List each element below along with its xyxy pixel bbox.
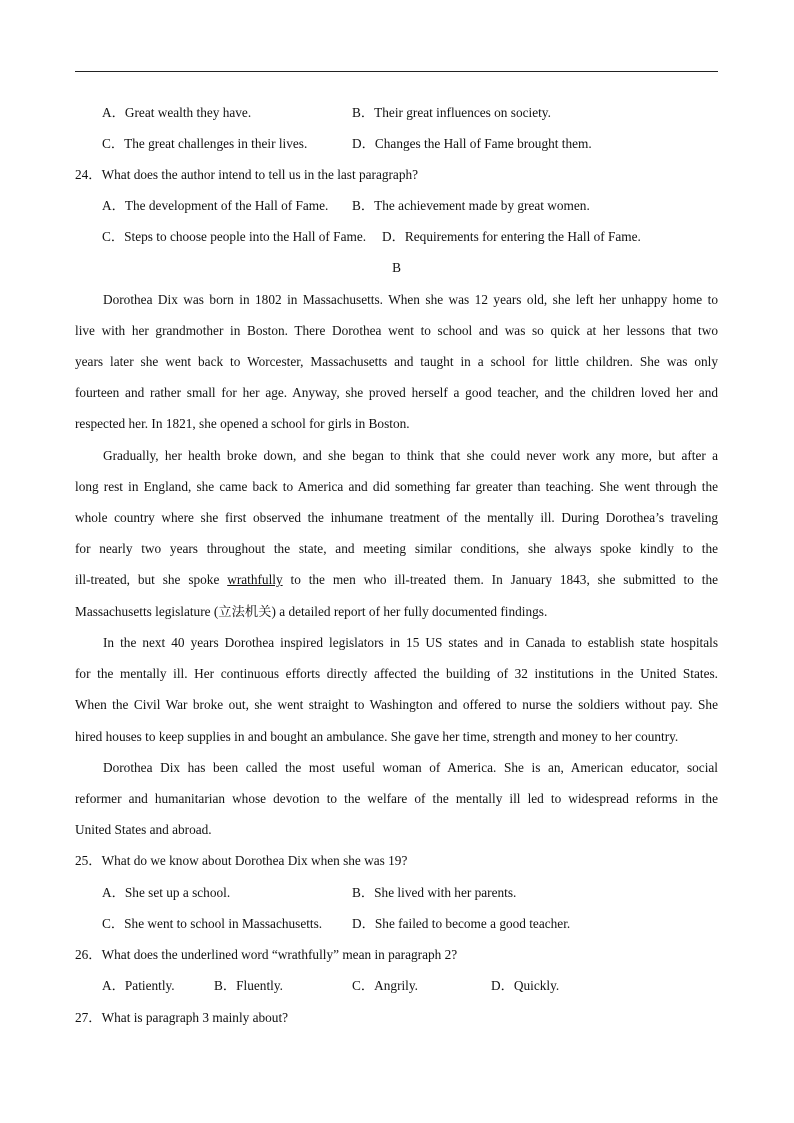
q25-option-a: A．She set up a school. xyxy=(102,885,231,900)
q25-option-b: B．She lived with her parents. xyxy=(352,885,517,900)
passage-p1-line-4: fourteen and rather small for her age. Anyway, she proved herself a good teacher, and the children loved her and xyxy=(75,385,718,400)
q23-option-c: C．The great challenges in their lives. xyxy=(102,136,308,151)
q23-option-b: B．Their great influences on society. xyxy=(352,105,551,120)
q26-stem: 26．What does the underlined word “wrathfully” mean in paragraph 2? xyxy=(75,947,458,962)
passage-p2-line-6: Massachusetts legislature (立法机关) a detailed report of her fully documented findings. xyxy=(75,604,548,619)
passage-p4-line-3: United States and abroad. xyxy=(75,822,212,837)
q24-stem: 24．What does the author intend to tell us in the last paragraph? xyxy=(75,167,419,182)
passage-p2-line-5-after: to the men who ill-treated them. In January 1843, she submitted to the xyxy=(282,572,719,587)
q26-option-d: D．Quickly. xyxy=(491,978,560,993)
passage-p4-line-2: reformer and humanitarian whose devotion to the welfare of the mentally ill led to widespread reforms in the xyxy=(75,791,718,806)
q24-option-a: A．The development of the Hall of Fame. xyxy=(102,198,329,213)
q26-option-b: B．Fluently. xyxy=(214,978,283,993)
passage-p3-line-4: hired houses to keep supplies in and bought an ambulance. She gave her time, strength and money to her country. xyxy=(75,729,679,744)
passage-p2-line-2: long rest in England, she came back to America and did something far greater than teaching. She went through the xyxy=(75,479,718,494)
passage-p2-line-1: Gradually, her health broke down, and she began to think that she could never work any more, but after a xyxy=(103,448,718,463)
passage-p1-line-3: years later she went back to Worcester, Massachusetts and taught in a school for little children. She was only xyxy=(75,354,718,369)
header-rule xyxy=(75,71,718,72)
passage-p2-line-5-before: ill-treated, but she spoke xyxy=(75,572,228,587)
q26-option-a: A．Patiently. xyxy=(102,978,175,993)
underlined-word-wrathfully: wrathfully xyxy=(227,572,283,587)
q27-stem: 27．What is paragraph 3 mainly about? xyxy=(75,1010,289,1025)
passage-p4-line-1: Dorothea Dix has been called the most useful woman of America. She is an, American educator, social xyxy=(103,760,718,775)
passage-p3-line-1: In the next 40 years Dorothea inspired legislators in 15 US states and in Canada to establish state hospitals xyxy=(103,635,718,650)
section-title: B xyxy=(392,260,401,275)
q25-stem: 25．What do we know about Dorothea Dix when she was 19? xyxy=(75,853,408,868)
passage-p2-line-4: for nearly two years throughout the state, and meeting similar conditions, she always spoke kindly to the xyxy=(75,541,718,556)
q26-option-c: C．Angrily. xyxy=(352,978,418,993)
passage-p2-line-5 xyxy=(75,572,718,588)
q24-option-b: B．The achievement made by great women. xyxy=(352,198,590,213)
passage-p2-line-3: whole country where she first observed the inhumane treatment of the mentally ill. During Dorothea’s traveling xyxy=(75,510,718,525)
q24-option-d: D．Requirements for entering the Hall of Fame. xyxy=(382,229,641,244)
q23-option-d: D．Changes the Hall of Fame brought them. xyxy=(352,136,592,151)
passage-p1-line-5: respected her. In 1821, she opened a school for girls in Boston. xyxy=(75,416,410,431)
passage-p1-line-1: Dorothea Dix was born in 1802 in Massachusetts. When she was 12 years old, she left her unhappy home to xyxy=(103,292,718,307)
q23-option-a: A．Great wealth they have. xyxy=(102,105,252,120)
q24-option-c: C．Steps to choose people into the Hall of Fame. xyxy=(102,229,367,244)
passage-p3-line-2: for the mentally ill. Her continuous efforts directly affected the building of 32 institutions in the United States. xyxy=(75,666,718,681)
q25-option-c: C．She went to school in Massachusetts. xyxy=(102,916,323,931)
passage-p1-line-2: live with her grandmother in Boston. There Dorothea went to school and was so quick at her lessons that two xyxy=(75,323,718,338)
passage-p3-line-3: When the Civil War broke out, she went straight to Washington and offered to nurse the soldiers without pay. She xyxy=(75,697,718,712)
q25-option-d: D．She failed to become a good teacher. xyxy=(352,916,571,931)
